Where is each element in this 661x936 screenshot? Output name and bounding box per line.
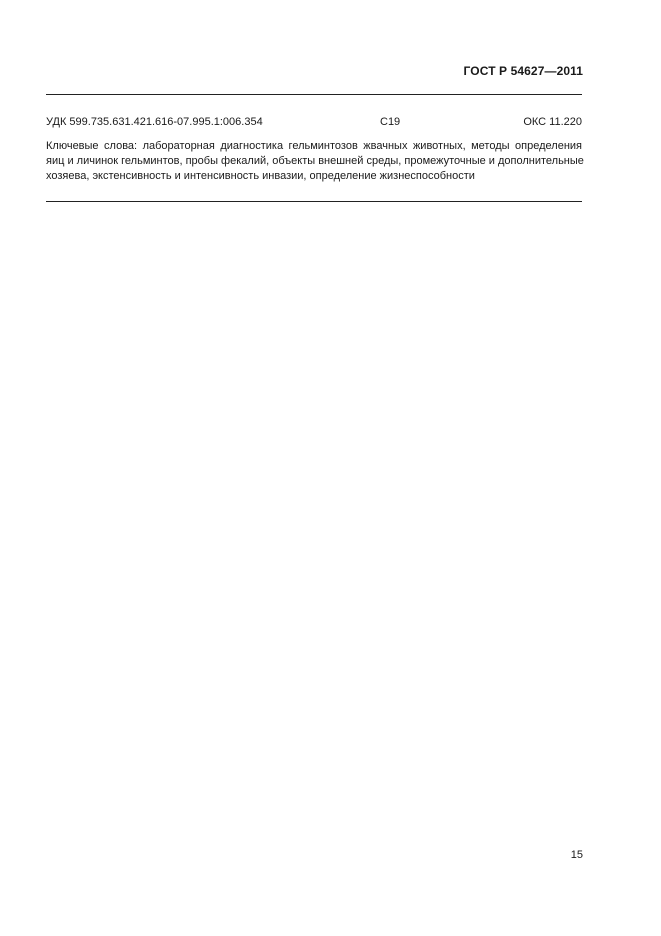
document-code: ГОСТ Р 54627—2011 [463,64,583,78]
keywords-line: Ключевые слова: лабораторная диагностика гельминтозов жвачных животных, методы определения [46,140,582,152]
oks-code: ОКС 11.220 [523,116,582,128]
bottom-divider [46,201,582,202]
group-code: С19 [380,116,401,128]
udk-code: УДК 599.735.631.421.616-07.995.1:006.354 [46,116,263,128]
top-divider [46,94,582,95]
classification-row [46,116,582,132]
keywords-line: хозяева, экстенсивность и интенсивность инвазии, определение жизнеспособности [46,170,475,182]
keywords-block [46,139,582,184]
page-number: 15 [570,849,583,861]
keywords-line: яиц и личинок гельминтов, пробы фекалий, объекты внешней среды, промежуточные и дополнительные [46,155,584,167]
